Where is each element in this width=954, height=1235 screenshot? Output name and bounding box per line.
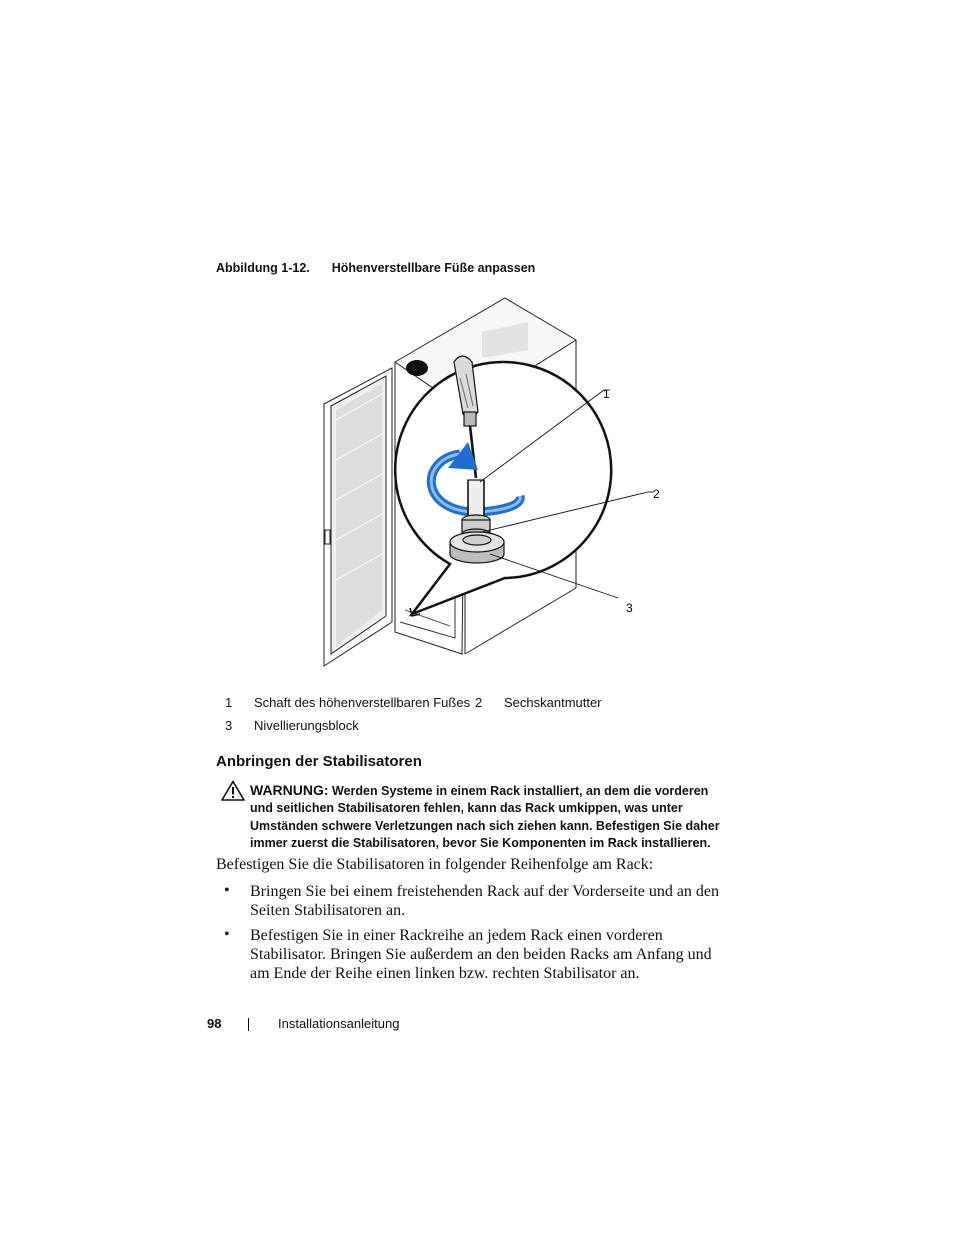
bullet-marker: • [224, 926, 230, 943]
legend-label: Schaft des höhenverstellbaren Fußes [254, 695, 471, 710]
rack-door [324, 368, 392, 666]
callout-2: 2 [653, 487, 660, 501]
footer-title: Installationsanleitung [278, 1016, 400, 1031]
callout-3: 3 [626, 601, 633, 615]
warning-notice [250, 782, 726, 852]
page-number: 98 [207, 1016, 222, 1031]
figure-caption-title: Höhenverstellbare Füße anpassen [331, 261, 536, 275]
callout-1: 1 [603, 387, 610, 401]
legend-number: 1 [225, 695, 233, 710]
figure-caption-label: Abbildung 1-12. [216, 261, 310, 275]
intro-paragraph: Befestigen Sie die Stabilisatoren in folgender Reihenfolge am Rack: [216, 856, 654, 873]
legend-number: 3 [225, 718, 233, 733]
bullet-item-2: Befestigen Sie in einer Rackreihe an jedem Rack einen vorderen Stabilisator. Bringen Sie außerdem an den beiden Racks am Anfang und am Ende der Reihe einen linken bzw. rechten Stabilisator an. [250, 927, 712, 982]
legend-label: Nivellierungsblock [254, 718, 359, 733]
legend-number: 2 [475, 695, 483, 710]
warning-lead: WARNUNG: [250, 782, 329, 798]
rack-leveling-feet-illustration [310, 292, 670, 676]
bullet-item-1: Bringen Sie bei einem freistehenden Rack auf der Vorderseite und an den Seiten Stabilisatoren an. [250, 883, 720, 919]
figure-caption [216, 261, 535, 275]
section-heading: Anbringen der Stabilisatoren [216, 753, 422, 770]
warning-triangle-icon [221, 780, 245, 801]
footer-divider [248, 1018, 249, 1031]
legend-label: Sechskantmutter [504, 695, 602, 710]
bullet-marker: • [224, 882, 230, 899]
warning-body: Werden Systeme in einem Rack installiert, an dem die vorderen und seitlichen Stabilisatoren fehlen, kann das Rack umkippen, was unter Umständen schwere Verletzungen nach sich ziehen kann. Befestigen Sie daher immer zuerst die Stabilisatoren, bevor Sie Komponenten im Rack installieren. [250, 784, 720, 850]
